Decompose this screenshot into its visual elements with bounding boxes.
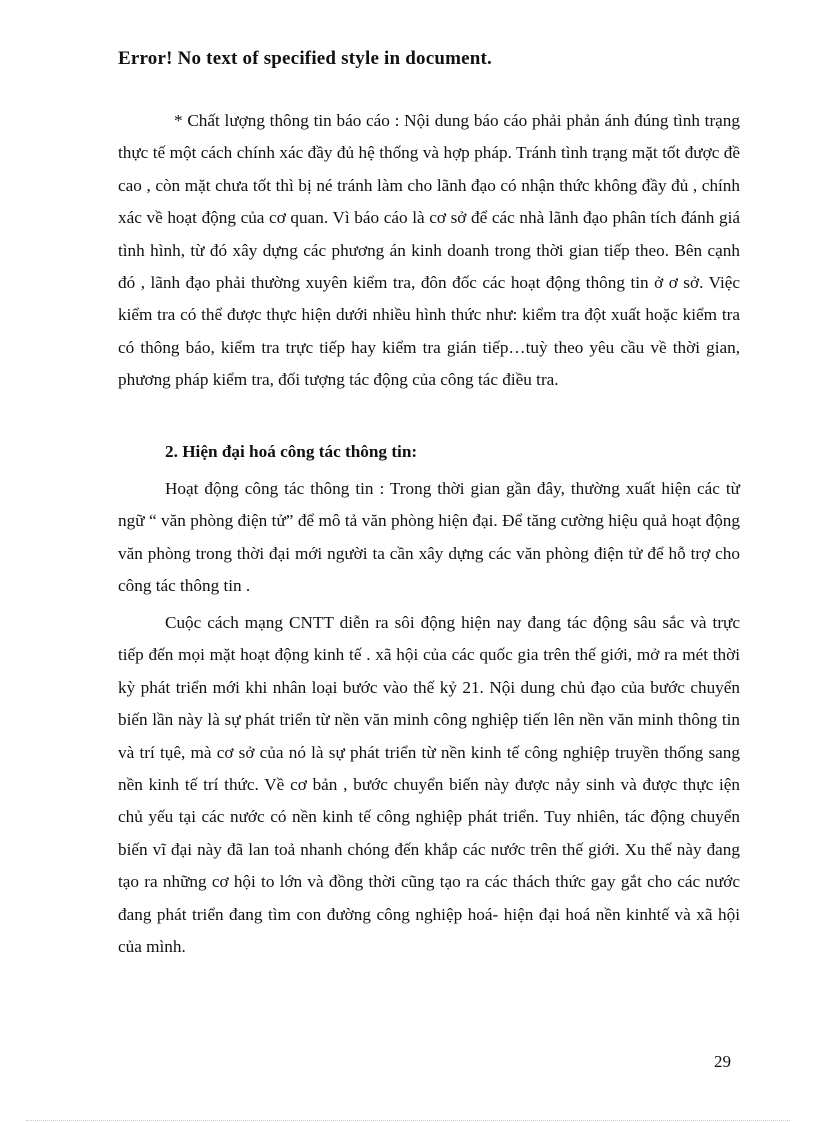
paragraph-it-revolution: Cuộc cách mạng CNTT diễn ra sôi động hiện nay đang tác động sâu sắc và trực tiếp đến mọi mặt hoạt động kinh tế . xã hội của các quốc gia trên thế giới, mở ra mét thời kỳ phát triển mới khi nhân loại bước vào thế kỷ 21. Nội dung chủ đạo của bước chuyển biến lần này là sự phát triển từ nền văn minh công nghiệp tiến lên nền văn minh thông tin và trí tụê, mà cơ sở của nó là sự phát triển từ nền kinh tế công nghiệp truyền thống sang nền kinh tế trí thức. Về cơ bản , bước chuyển biến này được nảy sinh và được thực iện chủ yếu tại các nước có nền kinh tế công nghiệp phát triển. Tuy nhiên, tác động chuyển biến vĩ đại này đã lan toả nhanh chóng đến khắp các nước trên thế giới. Xu thế này đang tạo ra những cơ hội to lớn và đồng thời cũng tạo ra các thách thức gay gắt cho các nước đang phát triển đang tìm con đường công nghiệp hoá- hiện đại hoá nền kinhtế và xã hội của mình. xyxy=(118,613,740,957)
paragraph-info-activities: Hoạt động công tác thông tin : Trong thời gian gần đây, thường xuất hiện các từ ngữ “ văn phòng điện tử” để mô tả văn phòng hiện đại. Để tăng cường hiệu quả hoạt động văn phòng trong thời đại mới người ta cần xây dựng các văn phòng điện tử để hỗ trợ cho công tác thông tin . xyxy=(118,479,740,596)
page-number: 29 xyxy=(714,1052,731,1071)
page-bottom-divider xyxy=(26,1120,790,1121)
paragraph-report-quality: * Chất lượng thông tin báo cáo : Nội dung báo cáo phải phản ánh đúng tình trạng thực tế một cách chính xác đầy đủ hệ thống và hợp pháp. Tránh tình trạng mặt tốt được đề cao , còn mặt chưa tốt thì bị né tránh làm cho lãnh đạo có nhận thức không đầy đủ , chính xác về hoạt động của cơ quan. Vì báo cáo là cơ sở để các nhà lãnh đạo phân tích đánh giá tình hình, từ đó xây dựng các phương án kinh doanh trong thời gian tiếp theo. Bên cạnh đó , lãnh đạo phải thường xuyên kiểm tra, đôn đốc các hoạt động thông tin ở ơ sở. Việc kiểm tra có thể được thực hiện dưới nhiều hình thức như: kiểm tra đột xuất hoặc kiểm tra có thông báo, kiểm tra trực tiếp hay kiểm tra gián tiếp…tuỳ theo yêu cầu về thời gian, phương pháp kiểm tra, đối tượng tác động của công tác điều tra. xyxy=(118,111,740,390)
section-heading: 2. Hiện đại hoá công tác thông tin: xyxy=(165,442,418,461)
document-header: Error! No text of specified style in document. xyxy=(118,48,493,69)
